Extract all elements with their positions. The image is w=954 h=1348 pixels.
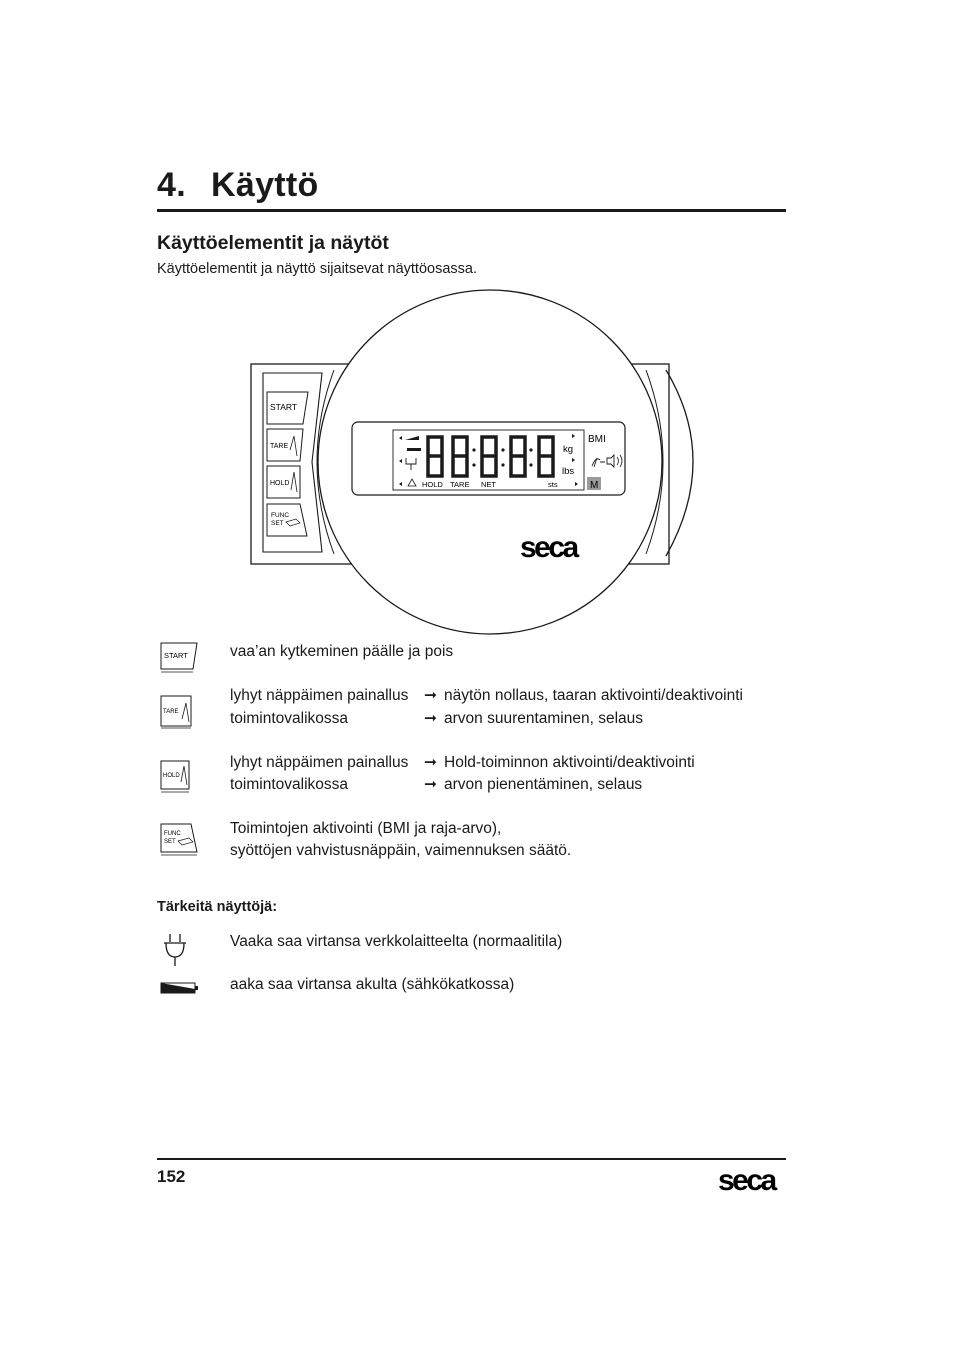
svg-text:HOLD: HOLD [163,773,180,779]
func-key-label: FUNC [271,512,290,519]
func-line1: Toimintojen aktivointi (BMI ja raja-arvo), [230,820,502,837]
hold-line1-right: ➞ Hold-toiminnon aktivointi/deaktivointi [424,752,695,774]
lcd-sts: sts [548,480,558,489]
set-key-label: SET [271,520,284,527]
start-key-label: START [270,402,298,412]
arrow-icon: ➞ [424,776,437,793]
footer-brand: seca [718,1164,775,1197]
func-set-key-icon [160,823,202,857]
top-rule [157,209,786,212]
device-brand: seca [520,531,577,564]
page-number: 152 [157,1167,186,1186]
footer-logo [716,1160,790,1198]
arrow-icon: ➞ [424,687,437,704]
arrow-icon: ➞ [424,754,437,771]
footer-rule [157,1158,786,1160]
battery-icon [160,980,200,996]
section-title: Käyttöelementit ja näytöt [157,232,389,254]
hold-key-label: HOLD [270,480,290,487]
plug-icon [162,933,190,967]
important-heading: Tärkeitä näyttöjä: [157,899,278,915]
lcd-bmi: BMI [588,434,606,445]
tare-line1-left: lyhyt näppäimen painallus [230,687,409,704]
tare-line2-right: ➞ arvon suurentaminen, selaus [424,708,643,730]
lcd-tare: TARE [450,480,470,489]
section-intro: Käyttöelementit ja näyttö sijaitsevat näyttöosassa. [157,261,477,277]
battery-description: aaka saa virtansa akulta (sähkökatkossa) [230,976,515,993]
lcd-kg: kg [563,444,574,455]
chapter-title [157,166,319,205]
func-line2: syöttöjen vahvistusnäppäin, vaimennuksen säätö. [230,842,572,859]
svg-text:FUNC: FUNC [164,831,181,837]
device-illustration [240,282,700,642]
arrow-icon: ➞ [424,710,437,727]
svg-text:SET: SET [164,839,176,845]
chapter-title-text: Käyttö [211,166,319,204]
hold-line2-right: ➞ arvon pienentäminen, selaus [424,774,642,796]
mains-description: Vaaka saa virtansa verkkolaitteelta (normaalitila) [230,933,563,950]
hold-line2-left: toimintovalikossa [230,776,349,793]
lcd-m: M [590,480,599,491]
lcd-net: NET [481,480,496,489]
start-description: vaa’an kytkeminen päälle ja pois [230,643,454,660]
chapter-number: 4. [157,166,186,204]
tare-line1-right: ➞ näytön nollaus, taaran aktivointi/deaktivointi [424,685,743,707]
start-key-icon [160,641,200,673]
lcd-lbs: lbs [562,466,575,477]
tare-key-label: TARE [270,443,289,450]
hold-line1-left: lyhyt näppäimen painallus [230,754,409,771]
hold-key-icon [160,760,194,794]
lcd-hold: HOLD [422,480,443,489]
device-right-edge [666,370,693,556]
tare-line2-left: toimintovalikossa [230,710,349,727]
svg-text:START: START [164,651,188,660]
svg-text:TARE: TARE [163,709,179,715]
tare-key-icon [160,695,194,729]
